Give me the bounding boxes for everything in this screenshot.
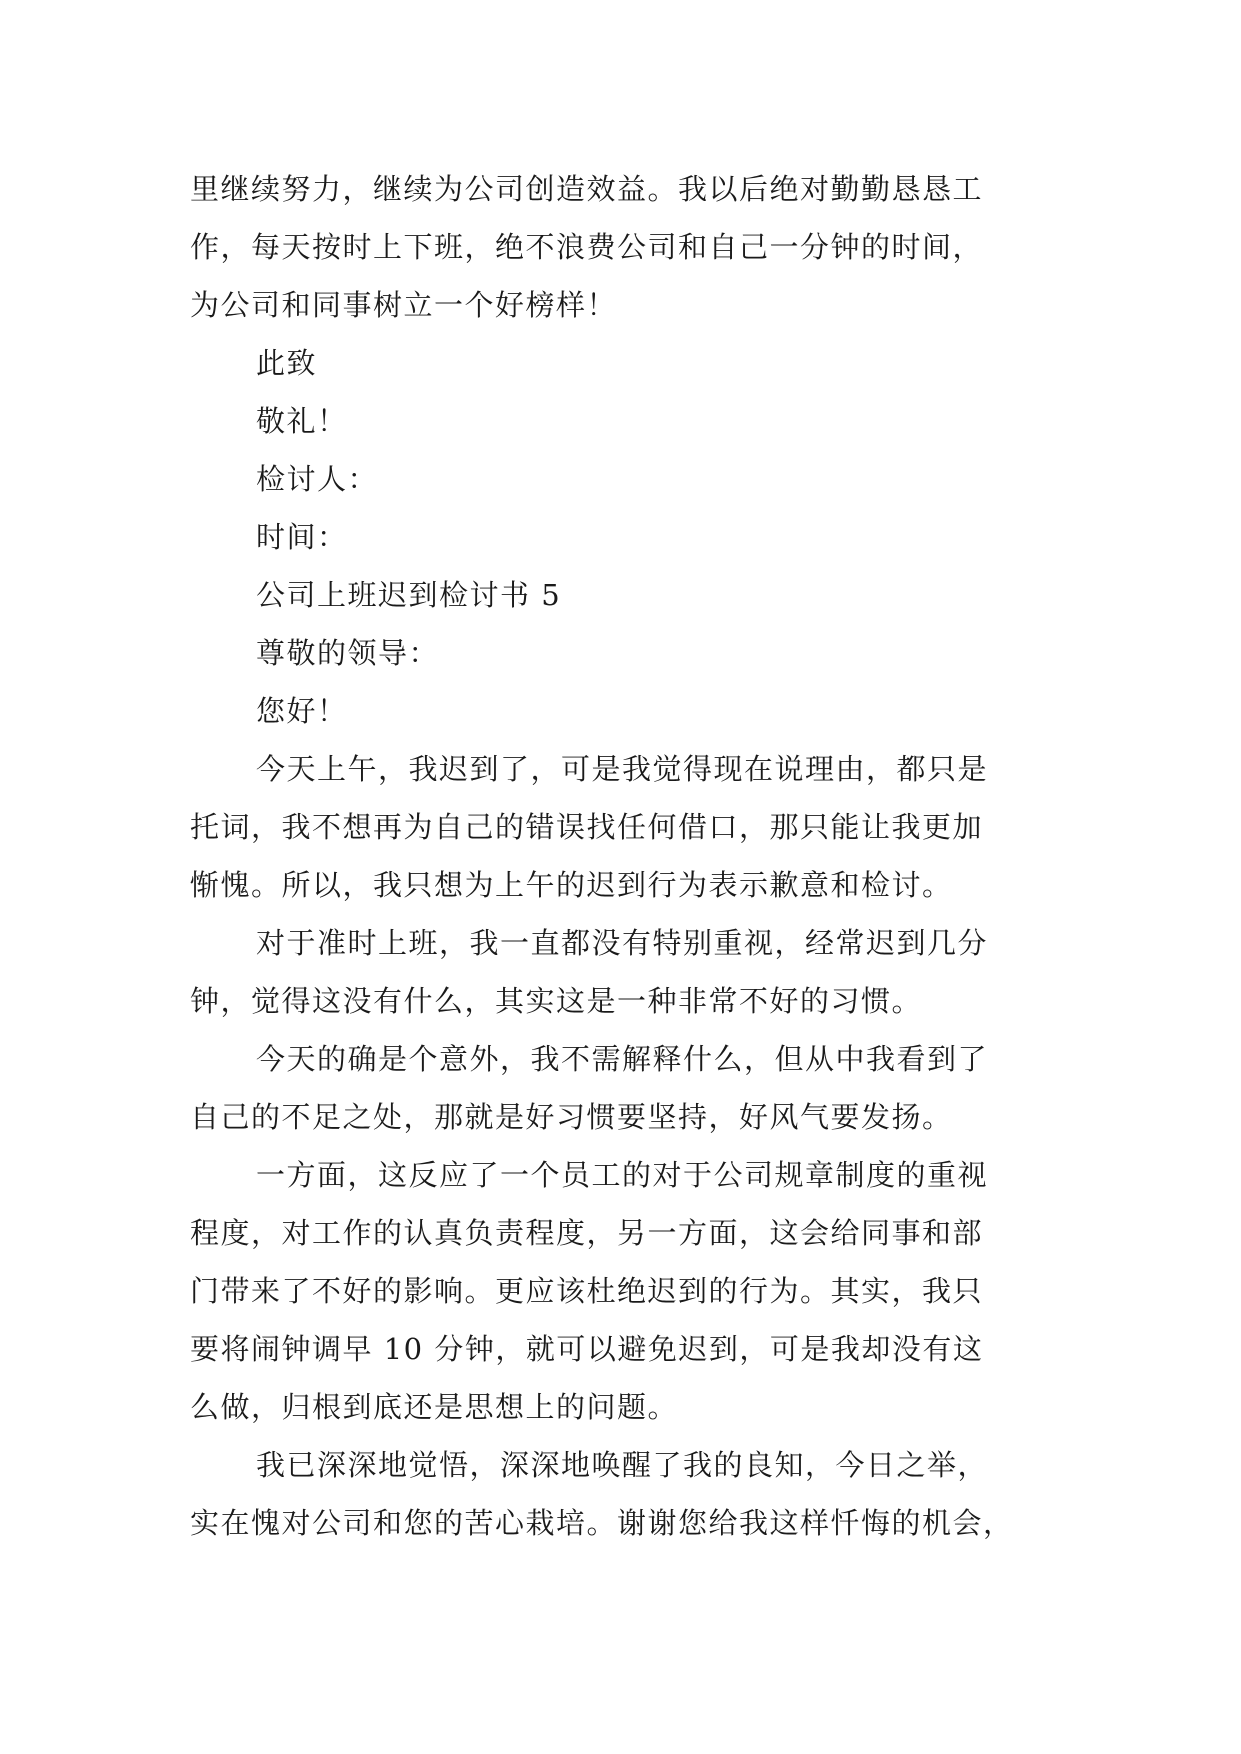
text-line: 我已深深地觉悟，深深地唤醒了我的良知，今日之举， [256, 1448, 989, 1482]
text-line: 对于准时上班，我一直都没有特别重视，经常迟到几分 [256, 926, 989, 960]
text-line: 要将闹钟调早 10 分钟，就可以避免迟到，可是我却没有这 [190, 1332, 984, 1366]
text-line: 惭愧。所以，我只想为上午的迟到行为表示歉意和检讨。 [190, 868, 953, 902]
text-line: 今天上午，我迟到了，可是我觉得现在说理由，都只是 [256, 752, 989, 786]
text-line: 门带来了不好的影响。更应该杜绝迟到的行为。其实，我只 [190, 1274, 984, 1308]
signer-label: 检讨人： [256, 462, 379, 496]
closing-regards: 敬礼！ [256, 404, 348, 438]
text-line: 自己的不足之处，那就是好习惯要坚持，好风气要发扬。 [190, 1100, 953, 1134]
text-line: 作，每天按时上下班，绝不浪费公司和自己一分钟的时间， [190, 230, 984, 264]
date-label: 时间： [256, 520, 348, 554]
greeting-hello: 您好！ [256, 694, 348, 728]
text-line: 为公司和同事树立一个好榜样！ [190, 288, 618, 322]
text-line: 钟，觉得这没有什么，其实这是一种非常不好的习惯。 [190, 984, 923, 1018]
closing-salutation: 此致 [256, 346, 318, 380]
text-line: 一方面，这反应了一个员工的对于公司规章制度的重视 [256, 1158, 989, 1192]
text-line: 么做，归根到底还是思想上的问题。 [190, 1390, 679, 1424]
document-page [190, 160, 1060, 1552]
section-title: 公司上班迟到检讨书 5 [256, 578, 562, 612]
text-line: 里继续努力，继续为公司创造效益。我以后绝对勤勤恳恳工 [190, 172, 984, 206]
text-line: 程度，对工作的认真负责程度，另一方面，这会给同事和部 [190, 1216, 984, 1250]
text-line: 托词，我不想再为自己的错误找任何借口，那只能让我更加 [190, 810, 984, 844]
text-line: 实在愧对公司和您的苦心栽培。谢谢您给我这样忏悔的机会， [190, 1506, 1014, 1540]
greeting-recipient: 尊敬的领导： [256, 636, 440, 670]
text-line: 今天的确是个意外，我不需解释什么，但从中我看到了 [256, 1042, 989, 1076]
